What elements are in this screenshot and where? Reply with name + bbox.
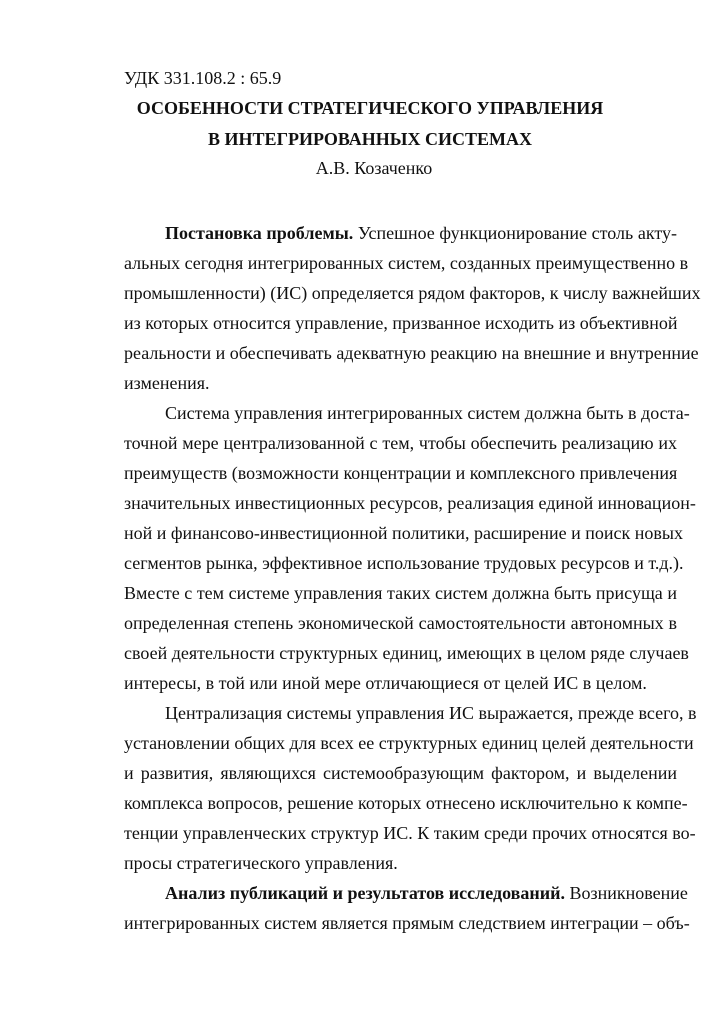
line-text: Возникновение — [564, 883, 688, 903]
text-line — [124, 698, 697, 728]
line-text: определенная степень экономической самостоятельности автономных в — [124, 613, 677, 633]
text-line — [124, 848, 677, 878]
text-line — [124, 908, 690, 938]
text-line — [124, 218, 677, 248]
line-text: промышленности) (ИС) определяется рядом факторов, к числу важнейших — [124, 283, 701, 303]
line-text: из которых относится управление, призванное исходить из объективной — [124, 313, 678, 333]
line-text: точной мере централизованной с тем, чтобы обеспечить реализацию их — [124, 433, 677, 453]
paragraph — [124, 878, 690, 938]
text-line — [124, 788, 688, 818]
text-line — [124, 608, 677, 638]
line-text: своей деятельности структурных единиц, имеющих в целом ряде случаев — [124, 643, 689, 663]
text-line — [124, 518, 684, 548]
author-name: А.В. Козаченко — [315, 158, 433, 178]
text-line — [124, 458, 677, 488]
line-text: значительных инвестиционных ресурсов, реализация единой инновацион- — [124, 493, 696, 513]
line-text: Успешное функционирование столь акту- — [353, 223, 677, 243]
text-line — [124, 548, 684, 578]
text-line — [124, 248, 689, 278]
line-text: просы стратегического управления. — [124, 853, 398, 873]
line-text: Система управления интегрированных систем должна быть в доста- — [165, 403, 690, 423]
text-line — [124, 488, 696, 518]
line-text: реальности и обеспечивать адекватную реакцию на внешние и внутренние — [124, 343, 699, 363]
section-heading: Анализ публикаций и результатов исследований. — [165, 883, 565, 903]
line-text: альных сегодня интегрированных систем, созданных преимущественно в — [124, 253, 689, 273]
paragraph — [124, 218, 701, 398]
text-line — [124, 578, 677, 608]
line-text: изменения. — [124, 373, 210, 393]
article-title-line-1: ОСОБЕННОСТИ СТРАТЕГИЧЕСКОГО УПРАВЛЕНИЯ — [136, 98, 604, 118]
text-line — [124, 368, 677, 398]
line-text: Вместе с тем системе управления таких систем должна быть присуща и — [124, 583, 677, 603]
text-line — [124, 758, 677, 788]
text-line — [124, 428, 677, 458]
text-line — [124, 728, 694, 758]
text-line — [124, 878, 688, 908]
paragraph — [124, 698, 697, 878]
article-body — [124, 218, 701, 938]
line-text: тенции управленческих структур ИС. К таким среди прочих относятся во- — [124, 823, 696, 843]
text-line — [124, 338, 699, 368]
paragraph — [124, 398, 696, 698]
text-line — [124, 668, 677, 698]
line-text: Централизация системы управления ИС выражается, прежде всего, в — [165, 703, 697, 723]
line-text: интегрированных систем является прямым следствием интеграции – объ- — [124, 913, 690, 933]
line-text: сегментов рынка, эффективное использование трудовых ресурсов и т.д.). — [124, 553, 684, 573]
text-line — [124, 818, 696, 848]
text-line — [124, 638, 689, 668]
line-text: интересы, в той или иной мере отличающиеся от целей ИС в целом. — [124, 673, 647, 693]
article-title-line-2: В ИНТЕГРИРОВАННЫХ СИСТЕМАХ — [208, 129, 532, 149]
line-text: ной и финансово-инвестиционной политики, расширение и поиск новых — [124, 523, 684, 543]
text-line — [124, 308, 677, 338]
section-heading: Постановка проблемы. — [165, 223, 354, 243]
text-line — [124, 278, 701, 308]
line-text: установлении общих для всех ее структурных единиц целей деятельности — [124, 733, 694, 753]
line-text: преимуществ (возможности концентрации и комплексного привлечения — [124, 463, 678, 483]
line-text: комплекса вопросов, решение которых отнесено исключительно к компе- — [124, 793, 688, 813]
line-text: и развития, являющихся системообразующим фактором, и выделении — [124, 763, 677, 783]
udc-code: УДК 331.108.2 : 65.9 — [124, 68, 282, 88]
text-line — [124, 398, 690, 428]
